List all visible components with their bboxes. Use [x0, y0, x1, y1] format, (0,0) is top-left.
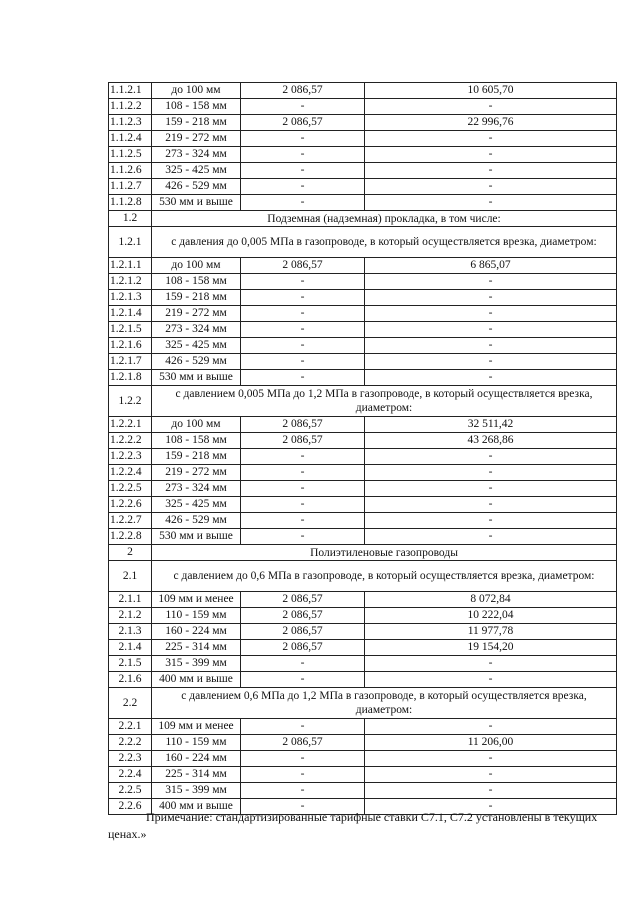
- row-code: 1.2.1: [109, 227, 152, 258]
- table-row: [109, 290, 617, 306]
- diameter-range: 325 - 425 мм: [152, 163, 241, 179]
- table-row: [109, 783, 617, 799]
- table-row: [109, 147, 617, 163]
- table-row: [109, 417, 617, 433]
- row-code: 2.2: [109, 688, 152, 719]
- row-code: 1.2.2.1: [109, 417, 152, 433]
- section-heading-row: [109, 561, 617, 592]
- row-code: 1.2.2.4: [109, 465, 152, 481]
- diameter-range: до 100 мм: [152, 258, 241, 274]
- diameter-range: 108 - 158 мм: [152, 274, 241, 290]
- section-heading-row: [109, 386, 617, 417]
- rate-value-1: -: [241, 783, 365, 799]
- rate-value-1: 2 086,57: [241, 592, 365, 608]
- rate-value-1: -: [241, 179, 365, 195]
- table-row: [109, 624, 617, 640]
- diameter-range: 426 - 529 мм: [152, 513, 241, 529]
- table-row: [109, 497, 617, 513]
- rate-value-1: -: [241, 99, 365, 115]
- rate-value-1: -: [241, 672, 365, 688]
- row-code: 1.2.2.3: [109, 449, 152, 465]
- row-code: 2.1.3: [109, 624, 152, 640]
- diameter-range: 530 мм и выше: [152, 370, 241, 386]
- row-code: 1.2.1.1: [109, 258, 152, 274]
- diameter-range: 315 - 399 мм: [152, 656, 241, 672]
- row-code: 2.2.3: [109, 751, 152, 767]
- diameter-range: 426 - 529 мм: [152, 179, 241, 195]
- diameter-range: 530 мм и выше: [152, 529, 241, 545]
- row-code: 1.2.2.6: [109, 497, 152, 513]
- row-code: 1.2.2.5: [109, 481, 152, 497]
- diameter-range: 325 - 425 мм: [152, 338, 241, 354]
- row-code: 2.1: [109, 561, 152, 592]
- rate-value-1: 2 086,57: [241, 735, 365, 751]
- rate-value-2: -: [365, 751, 617, 767]
- row-code: 1.2.1.8: [109, 370, 152, 386]
- table-row: [109, 608, 617, 624]
- rate-value-1: -: [241, 322, 365, 338]
- row-code: 1.2.2: [109, 386, 152, 417]
- table-row: [109, 322, 617, 338]
- rate-value-2: 11 977,78: [365, 624, 617, 640]
- rate-value-1: -: [241, 131, 365, 147]
- rate-value-2: -: [365, 290, 617, 306]
- row-code: 1.2.2.7: [109, 513, 152, 529]
- rate-value-1: -: [241, 465, 365, 481]
- rate-value-1: -: [241, 163, 365, 179]
- diameter-range: 109 мм и менее: [152, 719, 241, 735]
- diameter-range: 315 - 399 мм: [152, 783, 241, 799]
- rate-value-1: -: [241, 799, 365, 815]
- rate-value-1: -: [241, 306, 365, 322]
- rate-value-2: -: [365, 370, 617, 386]
- rate-value-2: -: [365, 513, 617, 529]
- rate-value-1: 2 086,57: [241, 115, 365, 131]
- rate-value-1: 2 086,57: [241, 258, 365, 274]
- table-row: [109, 306, 617, 322]
- rate-value-2: -: [365, 465, 617, 481]
- diameter-range: 110 - 159 мм: [152, 608, 241, 624]
- rate-value-2: -: [365, 767, 617, 783]
- diameter-range: 273 - 324 мм: [152, 481, 241, 497]
- rate-value-2: -: [365, 799, 617, 815]
- footnote: Примечание: стандартизированные тарифные ставки C7.1, C7.2 установлены в текущих ценах.»: [108, 810, 598, 841]
- rate-value-1: 2 086,57: [241, 624, 365, 640]
- table-row: [109, 751, 617, 767]
- rate-value-1: -: [241, 274, 365, 290]
- row-code: 2.2.5: [109, 783, 152, 799]
- rate-value-2: -: [365, 274, 617, 290]
- rate-value-2: -: [365, 338, 617, 354]
- rate-value-1: -: [241, 147, 365, 163]
- table-row: [109, 195, 617, 211]
- diameter-range: 273 - 324 мм: [152, 322, 241, 338]
- rate-value-2: 32 511,42: [365, 417, 617, 433]
- row-code: 1.2.1.2: [109, 274, 152, 290]
- rate-value-1: -: [241, 290, 365, 306]
- rate-value-2: -: [365, 672, 617, 688]
- section-heading: Полиэтиленовые газопроводы: [152, 545, 617, 561]
- rate-value-1: 2 086,57: [241, 417, 365, 433]
- rate-value-2: 8 072,84: [365, 592, 617, 608]
- rate-value-1: -: [241, 513, 365, 529]
- row-code: 2.1.4: [109, 640, 152, 656]
- row-code: 2.2.6: [109, 799, 152, 815]
- rate-value-1: -: [241, 370, 365, 386]
- rate-value-2: -: [365, 354, 617, 370]
- rate-value-2: -: [365, 719, 617, 735]
- diameter-range: 108 - 158 мм: [152, 99, 241, 115]
- section-heading-row: [109, 688, 617, 719]
- row-code: 2.2.1: [109, 719, 152, 735]
- row-code: 2.1.1: [109, 592, 152, 608]
- table-row: [109, 115, 617, 131]
- rate-value-2: -: [365, 497, 617, 513]
- rate-value-2: 19 154,20: [365, 640, 617, 656]
- diameter-range: до 100 мм: [152, 417, 241, 433]
- rate-value-2: -: [365, 99, 617, 115]
- section-heading: Подземная (надземная) прокладка, в том числе:: [152, 211, 617, 227]
- diameter-range: 159 - 218 мм: [152, 449, 241, 465]
- diameter-range: 159 - 218 мм: [152, 115, 241, 131]
- diameter-range: 110 - 159 мм: [152, 735, 241, 751]
- rate-value-1: -: [241, 719, 365, 735]
- rate-value-2: -: [365, 656, 617, 672]
- row-code: 2.2.2: [109, 735, 152, 751]
- section-heading: с давления до 0,005 МПа в газопроводе, в который осуществляется врезка, диаметром:: [152, 227, 617, 258]
- section-heading: с давлением до 0,6 МПа в газопроводе, в который осуществляется врезка, диаметром:: [152, 561, 617, 592]
- diameter-range: 530 мм и выше: [152, 195, 241, 211]
- row-code: 1.2.1.5: [109, 322, 152, 338]
- table-row: [109, 433, 617, 449]
- table-row: [109, 338, 617, 354]
- section-heading: с давлением 0,6 МПа до 1,2 МПа в газопроводе, в который осуществляется врезка, диаметром:: [152, 688, 617, 719]
- table-row: [109, 131, 617, 147]
- rate-value-1: 2 086,57: [241, 433, 365, 449]
- row-code: 2.1.2: [109, 608, 152, 624]
- table-row: [109, 370, 617, 386]
- diameter-range: 225 - 314 мм: [152, 767, 241, 783]
- rate-value-1: -: [241, 449, 365, 465]
- rate-value-2: 10 222,04: [365, 608, 617, 624]
- row-code: 1.1.2.1: [109, 83, 152, 99]
- table-row: [109, 258, 617, 274]
- row-code: 1.1.2.2: [109, 99, 152, 115]
- rate-value-2: -: [365, 783, 617, 799]
- row-code: 2.1.5: [109, 656, 152, 672]
- section-heading: с давлением 0,005 МПа до 1,2 МПа в газопроводе, в который осуществляется врезка, диаметром:: [152, 386, 617, 417]
- table-row: [109, 767, 617, 783]
- rate-value-1: 2 086,57: [241, 608, 365, 624]
- row-code: 1.2.1.6: [109, 338, 152, 354]
- row-code: 2.1.6: [109, 672, 152, 688]
- diameter-range: 400 мм и выше: [152, 799, 241, 815]
- diameter-range: 225 - 314 мм: [152, 640, 241, 656]
- table-row: [109, 513, 617, 529]
- row-code: 1.2.2.8: [109, 529, 152, 545]
- table-row: [109, 179, 617, 195]
- rate-value-2: -: [365, 322, 617, 338]
- diameter-range: 273 - 324 мм: [152, 147, 241, 163]
- rate-value-1: -: [241, 481, 365, 497]
- row-code: 2: [109, 545, 152, 561]
- table-row: [109, 656, 617, 672]
- rate-value-2: 43 268,86: [365, 433, 617, 449]
- diameter-range: 160 - 224 мм: [152, 751, 241, 767]
- rate-value-2: -: [365, 481, 617, 497]
- table-row: [109, 83, 617, 99]
- row-code: 1.1.2.6: [109, 163, 152, 179]
- rate-value-2: -: [365, 306, 617, 322]
- row-code: 1.2.1.4: [109, 306, 152, 322]
- diameter-range: 325 - 425 мм: [152, 497, 241, 513]
- table-row: [109, 592, 617, 608]
- rate-value-1: -: [241, 354, 365, 370]
- row-code: 1.1.2.5: [109, 147, 152, 163]
- row-code: 2.2.4: [109, 767, 152, 783]
- table-row: [109, 99, 617, 115]
- table-row: [109, 449, 617, 465]
- diameter-range: до 100 мм: [152, 83, 241, 99]
- table-row: [109, 465, 617, 481]
- rate-value-2: 10 605,70: [365, 83, 617, 99]
- row-code: 1.2.1.3: [109, 290, 152, 306]
- diameter-range: 219 - 272 мм: [152, 465, 241, 481]
- table-row: [109, 735, 617, 751]
- rate-value-1: -: [241, 767, 365, 783]
- row-code: 1.2.1.7: [109, 354, 152, 370]
- diameter-range: 108 - 158 мм: [152, 433, 241, 449]
- section-heading-row: [109, 227, 617, 258]
- row-code: 1.1.2.8: [109, 195, 152, 211]
- row-code: 1.1.2.4: [109, 131, 152, 147]
- rate-value-1: 2 086,57: [241, 640, 365, 656]
- rate-value-1: -: [241, 497, 365, 513]
- row-code: 1.2: [109, 211, 152, 227]
- rate-value-2: 11 206,00: [365, 735, 617, 751]
- table-row: [109, 529, 617, 545]
- section-heading-row: [109, 211, 617, 227]
- table-row: [109, 354, 617, 370]
- table-row: [109, 640, 617, 656]
- rate-value-2: -: [365, 147, 617, 163]
- rate-value-1: -: [241, 529, 365, 545]
- rate-value-1: -: [241, 195, 365, 211]
- table-row: [109, 481, 617, 497]
- diameter-range: 109 мм и менее: [152, 592, 241, 608]
- diameter-range: 219 - 272 мм: [152, 306, 241, 322]
- rate-value-2: -: [365, 195, 617, 211]
- diameter-range: 219 - 272 мм: [152, 131, 241, 147]
- row-code: 1.1.2.3: [109, 115, 152, 131]
- table-row: [109, 163, 617, 179]
- table-row: [109, 672, 617, 688]
- diameter-range: 426 - 529 мм: [152, 354, 241, 370]
- table-row: [109, 274, 617, 290]
- rate-value-2: 22 996,76: [365, 115, 617, 131]
- rate-value-2: 6 865,07: [365, 258, 617, 274]
- rate-value-2: -: [365, 163, 617, 179]
- rate-value-2: -: [365, 529, 617, 545]
- section-heading-row: [109, 545, 617, 561]
- rate-value-1: -: [241, 656, 365, 672]
- row-code: 1.1.2.7: [109, 179, 152, 195]
- diameter-range: 160 - 224 мм: [152, 624, 241, 640]
- row-code: 1.2.2.2: [109, 433, 152, 449]
- table-row: [109, 719, 617, 735]
- tariff-table: [108, 82, 617, 815]
- diameter-range: 400 мм и выше: [152, 672, 241, 688]
- diameter-range: 159 - 218 мм: [152, 290, 241, 306]
- rate-value-1: -: [241, 751, 365, 767]
- rate-value-1: 2 086,57: [241, 83, 365, 99]
- rate-value-2: -: [365, 449, 617, 465]
- rate-value-2: -: [365, 131, 617, 147]
- rate-value-2: -: [365, 179, 617, 195]
- rate-value-1: -: [241, 338, 365, 354]
